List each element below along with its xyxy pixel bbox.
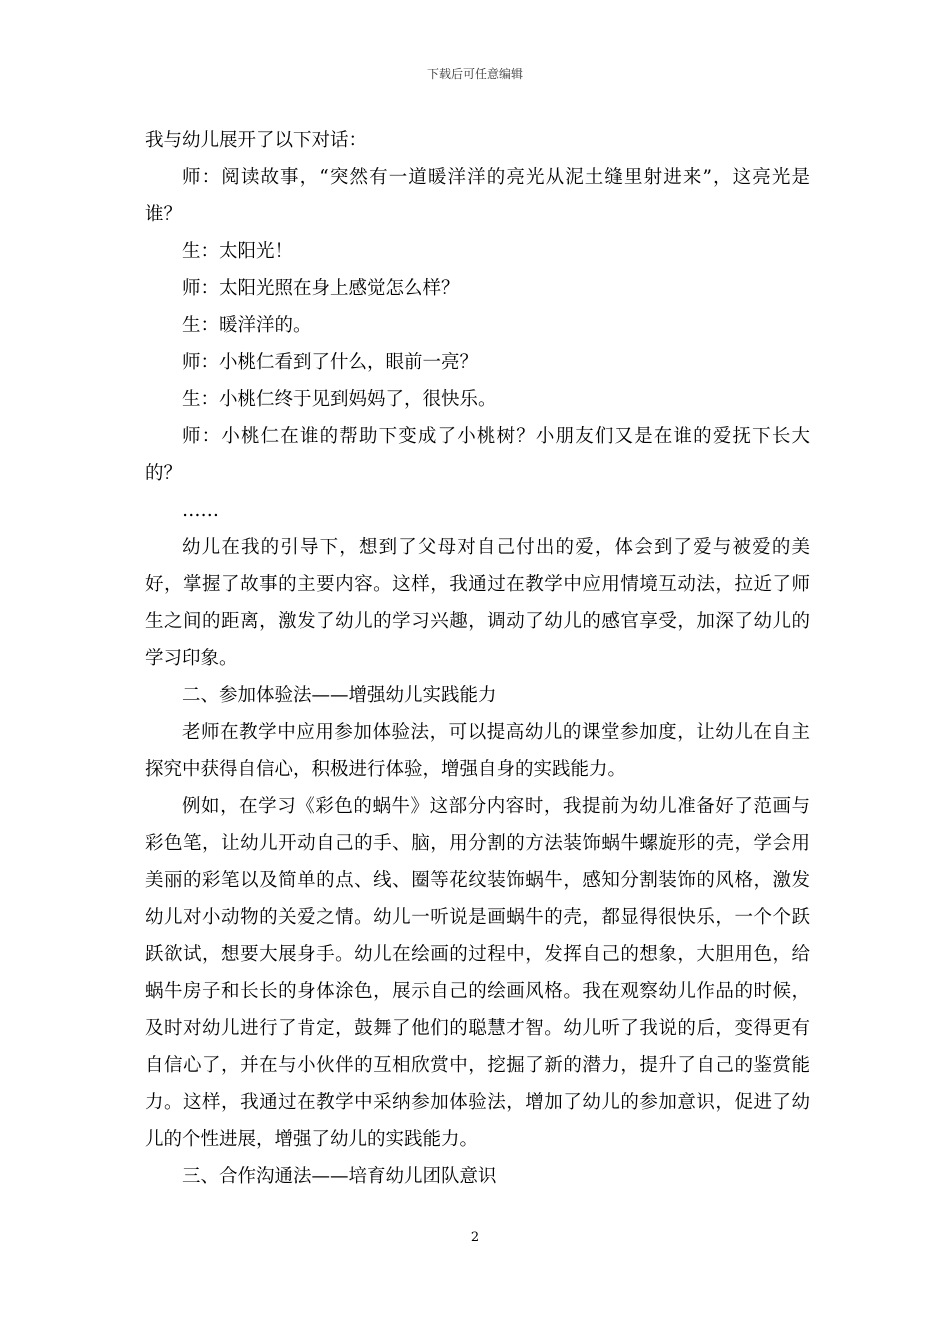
page-number: 2 (470, 1230, 480, 1245)
document-body (145, 122, 810, 1195)
dialogue-line: 生：小桃仁终于见到妈妈了，很快乐。 (182, 389, 497, 410)
body-paragraph: 老师在教学中应用参加体验法，可以提高幼儿的课堂参加度，让幼儿在自主探究中获得自信心，积极进行体验，增强自身的实践能力。 (145, 722, 810, 780)
body-paragraph: 例如，在学习《彩色的蜗牛》这部分内容时，我提前为幼儿准备好了范画与彩色笔，让幼儿开动自己的手、脑，用分割的方法装饰蜗牛螺旋形的壳，学会用美丽的彩笔以及简单的点、线、圈等花纹装饰蜗牛，感知分割装饰的风格，激发幼儿对小动物的关爱之情。幼儿一听说是画蜗牛的壳，都显得很快乐，一个个跃跃欲试，想要大展身手。幼儿在绘画的过程中，发挥自己的想象，大胆用色，给蜗牛房子和长长的身体涂色，展示自己的绘画风格。我在观察幼儿作品的时候，及时对幼儿进行了肯定，鼓舞了他们的聪慧才智。幼儿听了我说的后，变得更有自信心了，并在与小伙伴的互相欣赏中，挖掘了新的潜力，提升了自己的鉴赏能力。这样，我通过在教学中采纳参加体验法，增加了幼儿的参加意识，促进了幼儿的个性进展，增强了幼儿的实践能力。 (145, 796, 810, 1150)
body-paragraph: 幼儿在我的引导下，想到了父母对自己付出的爱，体会到了爱与被爱的美好，掌握了故事的主要内容。这样，我通过在教学中应用情境互动法，拉近了师生之间的距离，激发了幼儿的学习兴趣，调动了幼儿的感官享受，加深了幼儿的学习印象。 (145, 537, 810, 669)
dialogue-line: 师：小桃仁看到了什么，眼前一亮？ (182, 352, 479, 373)
dialogue-line: 师：太阳光照在身上感觉怎么样？ (182, 278, 460, 299)
section-heading: 三、合作沟通法——培育幼儿团队意识 (182, 1166, 497, 1187)
ellipsis-line: …… (182, 500, 219, 521)
dialogue-line: 生：太阳光！ (182, 241, 294, 262)
paragraph-intro: 我与幼儿展开了以下对话： (145, 130, 368, 151)
section-heading: 二、参加体验法——增强幼儿实践能力 (182, 685, 497, 706)
page-header: 下载后可任意编辑 (426, 67, 523, 81)
dialogue-line: 师：小桃仁在谁的帮助下变成了小桃树？小朋友们又是在谁的爱抚下长大的？ (145, 426, 810, 484)
dialogue-line: 生：暖洋洋的。 (182, 315, 312, 336)
dialogue-line: 师：阅读故事，“突然有一道暖洋洋的亮光从泥土缝里射进来”，这亮光是谁？ (145, 167, 810, 225)
